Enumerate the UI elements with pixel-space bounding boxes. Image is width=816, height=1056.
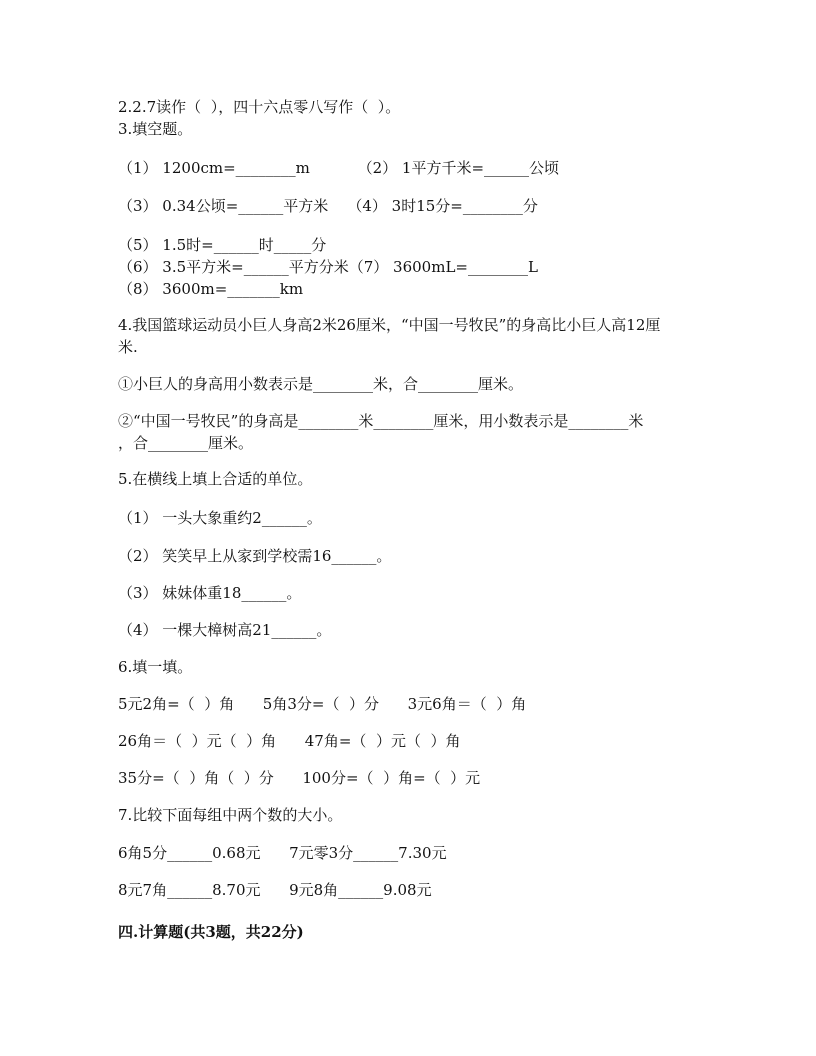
q3-item-6-7: （6） 3.5平方米=______平方分米（7） 3600mL=________L — [118, 258, 538, 276]
q7-row-1: 6角5分______0.68元 7元零3分______7.30元 — [118, 844, 447, 862]
q4-item-1: ①小巨人的身高用小数表示是________米，合________厘米。 — [118, 375, 524, 393]
section-4-heading: 四.计算题(共3题，共22分) — [118, 923, 304, 941]
q4-title-line-1: 4.我国篮球运动员小巨人身高2米26厘米，“中国一号牧民”的身高比小巨人高12厘 — [118, 316, 661, 334]
q7-title: 7.比较下面每组中两个数的大小。 — [118, 806, 343, 824]
q3-title: 3.填空题。 — [118, 120, 193, 138]
q4-title-line-2: 米. — [118, 338, 138, 356]
q5-item-1: （1） 一头大象重约2______。 — [118, 509, 322, 527]
q5-title: 5.在横线上填上合适的单位。 — [118, 470, 313, 488]
q5-item-3: （3） 妹妹体重18______。 — [118, 584, 302, 602]
q3-item-8: （8） 3600m=_______km — [118, 280, 304, 298]
q3-item-1-2: （1） 1200cm=________m （2） 1平方千米=______公顷 — [118, 159, 560, 177]
q6-row-1: 5元2角=（ ）角 5角3分=（ ）分 3元6角＝（ ）角 — [118, 695, 527, 713]
q7-row-2: 8元7角______8.70元 9元8角______9.08元 — [118, 881, 432, 899]
q3-item-5: （5） 1.5时=______时_____分 — [118, 236, 327, 254]
q6-title: 6.填一填。 — [118, 658, 193, 676]
q6-row-3: 35分=（ ）角（ ）分 100分=（ ）角=（ ）元 — [118, 769, 481, 787]
q4-item-2: ②“中国一号牧民”的身高是________米________厘米，用小数表示是________米 — [118, 412, 644, 430]
q5-item-4: （4） 一棵大樟树高21______。 — [118, 621, 332, 639]
q5-item-2: （2） 笑笑早上从家到学校需16______。 — [118, 547, 392, 565]
q6-row-2: 26角＝（ ）元（ ）角 47角=（ ）元（ ）角 — [118, 732, 461, 750]
q2-line: 2.2.7读作（ ），四十六点零八写作（ ）。 — [118, 98, 401, 116]
q3-item-3-4: （3） 0.34公顷=______平方米 （4） 3时15分=________分 — [118, 197, 538, 215]
q4-item-2-cont: ，合________厘米。 — [118, 434, 254, 452]
